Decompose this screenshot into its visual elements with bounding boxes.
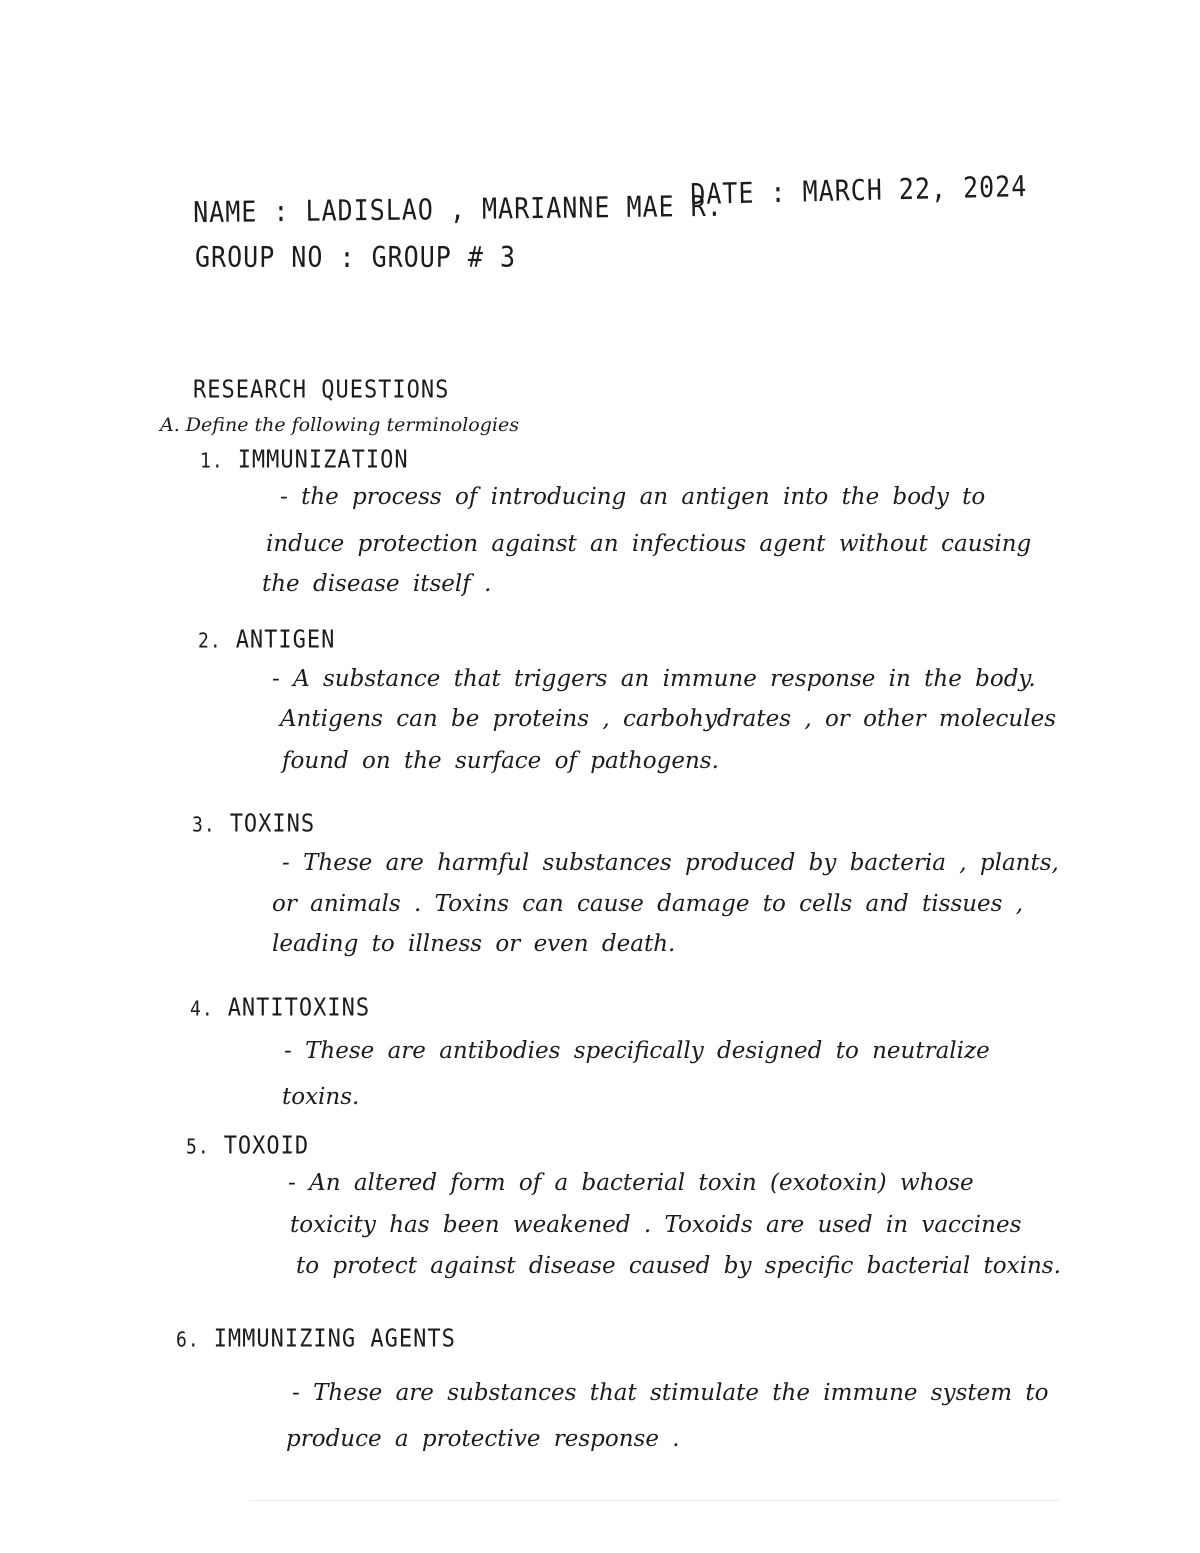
term-heading-immunization bbox=[200, 445, 409, 475]
group-number: GROUP NO : GROUP # 3 bbox=[195, 240, 517, 275]
definition-line: found on the surface of pathogens. bbox=[282, 748, 719, 774]
term-label: IMMUNIZATION bbox=[237, 445, 409, 475]
term-heading-toxoid bbox=[186, 1131, 310, 1161]
definition-line: or animals . Toxins can cause damage to cells and tissues , bbox=[272, 891, 1024, 917]
definition-line: - A substance that triggers an immune response in the body. bbox=[272, 666, 1036, 692]
student-name: NAME : LADISLAO , MARIANNE MAE R. bbox=[192, 189, 723, 230]
term-label: IMMUNIZING AGENTS bbox=[213, 1324, 456, 1354]
definition-line: the disease itself . bbox=[262, 571, 492, 597]
definition-line: toxins. bbox=[282, 1084, 360, 1110]
definition-line: - These are substances that stimulate the immune system to bbox=[292, 1380, 1049, 1406]
page-edge-divider bbox=[250, 1500, 1060, 1501]
section-subheading: A. Define the following terminologies bbox=[160, 414, 519, 436]
section-heading: RESEARCH QUESTIONS bbox=[193, 375, 450, 405]
definition-line: - An altered form of a bacterial toxin (exotoxin) whose bbox=[288, 1170, 974, 1196]
term-number: 5. bbox=[186, 1135, 210, 1160]
term-heading-toxins bbox=[192, 809, 316, 839]
term-label: ANTIGEN bbox=[235, 625, 336, 655]
definition-line: - the process of introducing an antigen into the body to bbox=[280, 484, 986, 510]
term-label: TOXINS bbox=[229, 809, 316, 839]
definition-line: - These are harmful substances produced by bacteria , plants, bbox=[282, 850, 1059, 876]
term-number: 1. bbox=[200, 449, 224, 474]
term-heading-antitoxins bbox=[190, 993, 371, 1023]
term-label: TOXOID bbox=[223, 1131, 310, 1161]
definition-line: Antigens can be proteins , carbohydrates , or other molecules bbox=[280, 706, 1057, 732]
term-heading-antigen bbox=[198, 625, 336, 655]
definition-line: - These are antibodies specifically designed to neutralize bbox=[284, 1038, 990, 1064]
term-label: ANTITOXINS bbox=[227, 993, 371, 1023]
term-number: 4. bbox=[190, 997, 214, 1022]
date: DATE : MARCH 22, 2024 bbox=[689, 169, 1028, 212]
term-number: 2. bbox=[198, 629, 222, 654]
term-number: 3. bbox=[192, 813, 216, 838]
term-number: 6. bbox=[176, 1328, 200, 1353]
definition-line: toxicity has been weakened . Toxoids are used in vaccines bbox=[290, 1212, 1022, 1238]
definition-line: to protect against disease caused by specific bacterial toxins. bbox=[296, 1253, 1061, 1279]
term-heading-immunizing-agents bbox=[176, 1324, 456, 1354]
definition-line: leading to illness or even death. bbox=[272, 931, 676, 957]
definition-line: produce a protective response . bbox=[286, 1426, 680, 1452]
definition-line: induce protection against an infectious agent without causing bbox=[266, 531, 1032, 557]
